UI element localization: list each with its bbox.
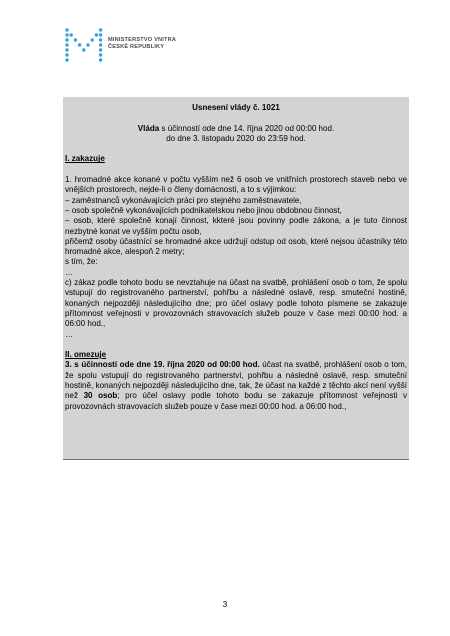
section2-point-3-lead: 3. s účinností ode dne 19. října 2020 od 00:00 hod. xyxy=(65,360,260,370)
validity-line1-rest: s účinností ode dne 14. října 2020 od 00:00 hod. xyxy=(159,123,335,133)
section1-item-3: – osob, které společně konají činnost, kkteré jsou povinny podle zákona, a je tuto činnost nezbytné konat ve vyšším počtu osob, xyxy=(65,216,407,236)
section1-condition: přičemž osoby účastnící se hromadné akce udržují odstup od osob, které nejsou účastníky této hromadné akce, alespoň 2 metry; xyxy=(65,236,407,257)
ministry-logo-icon xyxy=(64,26,104,66)
logo-dot xyxy=(99,53,102,56)
logo-dot xyxy=(91,38,94,41)
logo-dot xyxy=(65,38,68,41)
section2-point-3-limit: 30 osob xyxy=(83,391,118,401)
section1-ellipsis-1: … xyxy=(65,267,74,277)
section2-point-3-text-1: účast na svatbě, prohlášení osob o tom, že spolu vstupují do registrovaného partnerství, pohřbu a následné oslavě, resp. smuteční hostině, konaných nejpozději následujícího dne, tak, že účast na každé z těchto akcí není vyšší než xyxy=(65,360,407,401)
logo-dot xyxy=(65,48,68,51)
logo-dot xyxy=(99,43,102,46)
ministry-name xyxy=(108,37,176,51)
logo-dot xyxy=(95,33,98,36)
ministry-name-line1: MINISTERSTVO VNITRA xyxy=(108,37,177,43)
section1-ellipsis-2: … xyxy=(65,329,74,339)
section-heading-omezuje: II. omezuje xyxy=(65,350,107,360)
ministry-logo xyxy=(64,26,204,70)
validity-line-1 xyxy=(65,124,407,134)
page-number: 3 xyxy=(222,600,228,609)
validity-lead: Vláda xyxy=(137,123,160,133)
logo-dot xyxy=(99,28,102,31)
logo-dot xyxy=(82,48,85,51)
ministry-name-line2: ČESKÉ REPUBLIKY xyxy=(108,44,165,50)
logo-dot xyxy=(86,43,89,46)
logo-dot xyxy=(78,43,81,46)
resolution-title: Usnesení vlády č. 1021 xyxy=(192,103,280,112)
section1-with: s tím, že: xyxy=(65,257,98,267)
resolution-content xyxy=(63,103,409,412)
logo-dot xyxy=(99,58,102,61)
logo-dot xyxy=(70,33,73,36)
section1-point-c: c) zákaz podle tohoto bodu se nevztahuje na účast na svatbě, prohlášení osob o tom, že spolu vstupují do registrovaného partnerství, pohřbu a následné oslavě, resp. smuteční hostině, konaných nejpozději následujícího dne; pro účel oslavy podle tohoto písmene se zakazuje přítomnost veřejnosti v provozovnách stravovacích služeb pouze v čase mezi 00:00 hod. a 06:00 hod., xyxy=(65,278,407,329)
logo-dot xyxy=(65,28,68,31)
section2-point-3 xyxy=(65,360,407,411)
logo-dot xyxy=(65,43,68,46)
section1-item-1: – zaměstnanců vykonávajících práci pro stejného zaměstnavatele, xyxy=(65,195,302,205)
logo-dot xyxy=(74,38,77,41)
logo-dot xyxy=(99,33,102,36)
section1-item-2: – osob společně vykonávajících podnikatelskou nebo jinou obdobnou činnost, xyxy=(65,205,342,215)
logo-dot xyxy=(65,53,68,56)
logo-dot xyxy=(99,38,102,41)
section-heading-zakazuje: I. zakazuje xyxy=(65,154,105,164)
section1-intro: 1. hromadné akce konané v počtu vyšším než 6 osob ve vnitřních prostorech staveb nebo ve vnějších prostorech, nejde-li o členy domácnosti, a to s výjimkou: xyxy=(65,175,407,195)
validity-line-2: do dne 3. listopadu 2020 do 23:59 hod. xyxy=(166,133,306,143)
logo-dot xyxy=(65,33,68,36)
section2-point-3-text-2: ; pro účel oslavy podle tohoto bodu se zakazuje přítomnost veřejnosti v provozovnách stravovacích služeb pouze v čase mezi 00:00 hod. a 06:00 hod., xyxy=(65,391,407,411)
logo-dot xyxy=(99,48,102,51)
logo-dot xyxy=(65,58,68,61)
